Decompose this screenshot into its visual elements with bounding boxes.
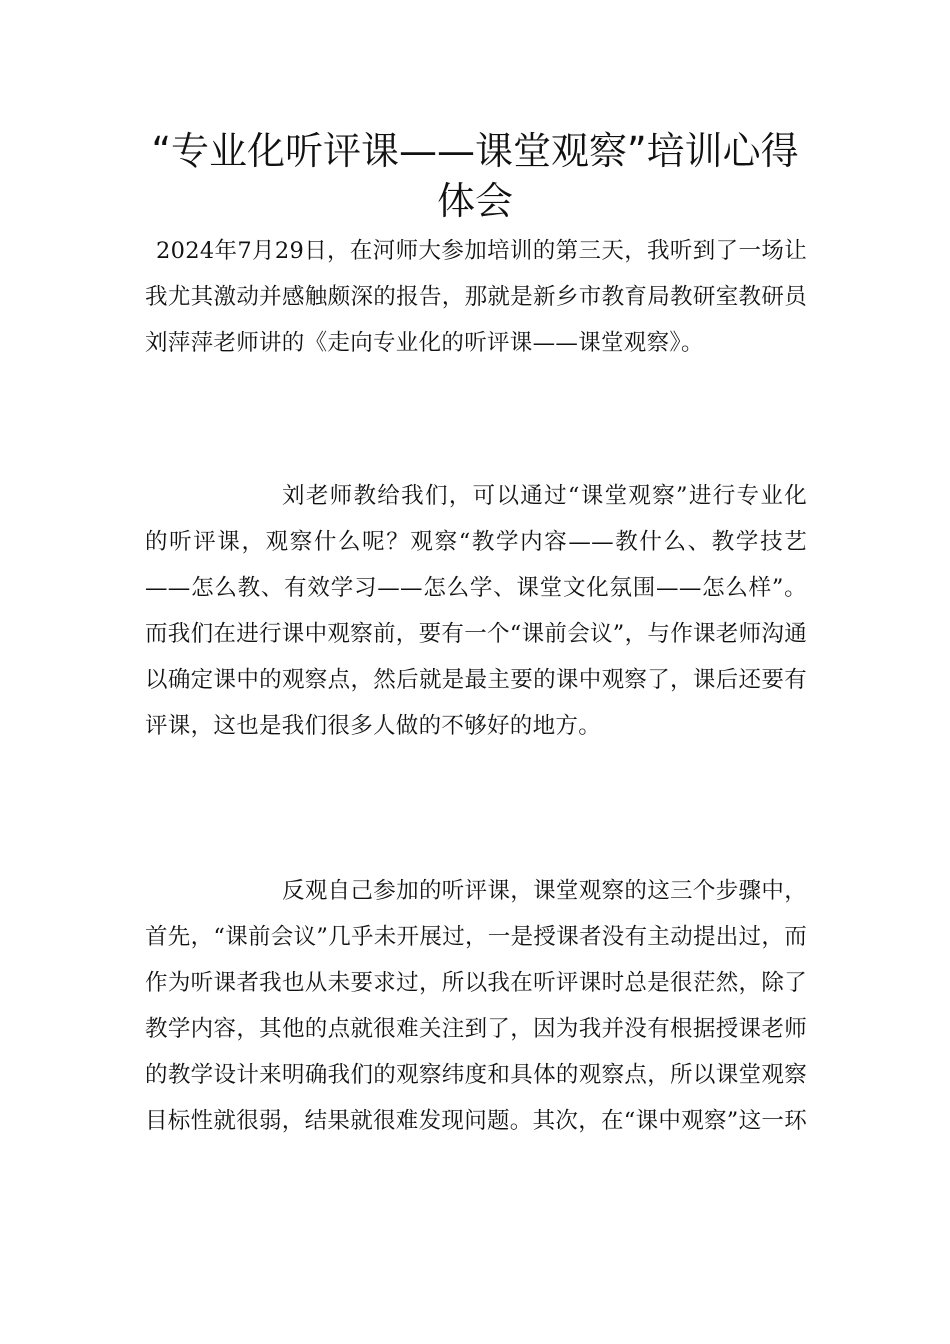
document-title: “专业化听评课——课堂观察”培训心得体会 [151,129,799,223]
paragraph-3: 反观自己参加的听评课，课堂观察的这三个步骤中，首先，“课前会议”几乎未开展过，一是授课者没有主动提出过，而作为听课者我也从未要求过，所以我在听评课时总是很茫然，除了教学内容，其他的点就很难关注到了，因为我并没有根据授课老师的教学设计来明确我们的观察纬度和具体的观察点，所以课堂观察目标性就很弱，结果就很难发现问题。其次，在“课中观察”这一环 [145,878,808,1134]
paragraph-1: 2024年7月29日，在河师大参加培训的第三天，我听到了一场让我尤其激动并感触颇深的报告，那就是新乡市教育局教研室教研员刘萍萍老师讲的《走向专业化的听评课——课堂观察》。 [145,238,807,356]
paragraph-2: 刘老师教给我们，可以通过“课堂观察”进行专业化的听评课，观察什么呢？观察“教学内容——教什么、教学技艺——怎么教、有效学习——怎么学、课堂文化氛围——怎么样”。而我们在进行课中观察前，要有一个“课前会议”，与作课老师沟通以确定课中的观察点，然后就是最主要的课中观察了，课后还要有评课，这也是我们很多人做的不够好的地方。 [145,483,808,739]
